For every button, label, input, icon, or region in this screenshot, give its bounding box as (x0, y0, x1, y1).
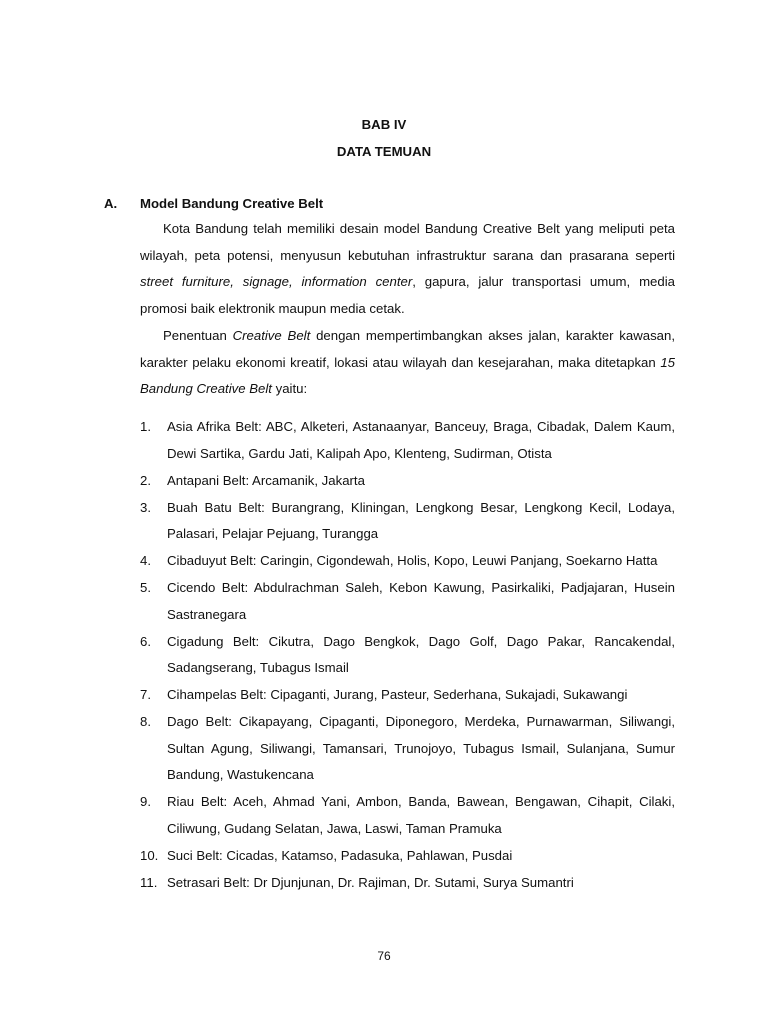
paragraph-determination-part2: dengan mempertimbangkan akses jalan, karakter kawasan, karakter pelaku ekonomi kreatif, lokasi atau wilayah dan kesejarahan, maka ditetapkan (140, 328, 676, 370)
chapter-number: BAB IV (361, 117, 407, 132)
list-item (140, 548, 675, 575)
list-item-text: Buah Batu Belt: Burangrang, Kliningan, Lengkong Besar, Lengkong Kecil, Lodaya, Palasari, Pelajar Pejuang, Turangga (167, 499, 675, 541)
paragraph-intro-part1: Kota Bandung telah memiliki desain model Bandung Creative Belt yang meliputi peta wilayah, peta potensi, menyusun kebutuhan infrastruktur sarana dan prasarana seperti (140, 221, 675, 263)
list-item (140, 682, 675, 709)
list-item-number: 11. (140, 874, 158, 890)
list-item (140, 870, 675, 897)
section-letter: A. (104, 196, 118, 211)
list-item-number: 9. (140, 794, 151, 809)
list-item (140, 629, 675, 682)
list-item-text: Antapani Belt: Arcamanik, Jakarta (167, 472, 365, 488)
list-item (140, 843, 675, 870)
list-item (140, 789, 675, 842)
page-number: 76 (377, 949, 391, 963)
list-item-text: Cigadung Belt: Cikutra, Dago Bengkok, Dago Golf, Dago Pakar, Rancakendal, Sadangserang, Tubagus Ismail (167, 633, 675, 675)
paragraph-intro (140, 216, 675, 322)
list-item-number: 10. (140, 847, 159, 863)
list-item-text: Suci Belt: Cicadas, Katamso, Padasuka, Pahlawan, Pusdai (167, 847, 513, 863)
list-item-number: 2. (140, 472, 151, 488)
list-item-text: Setrasari Belt: Dr Djunjunan, Dr. Rajiman, Dr. Sutami, Surya Sumantri (167, 874, 574, 890)
list-item (140, 575, 675, 628)
list-item (140, 468, 675, 495)
list-item-number: 8. (140, 714, 151, 729)
list-item-text: Dago Belt: Cikapayang, Cipaganti, Diponegoro, Merdeka, Purnawarman, Siliwangi, Sultan Agung, Siliwangi, Tamansari, Trunojoyo, Tubagus Ismail, Sulanjana, Sumur Bandung, Wastukencana (167, 714, 675, 782)
paragraph-intro-italic: street furniture, signage, information center (140, 274, 413, 289)
list-item (140, 495, 675, 548)
list-item-number: 5. (140, 580, 151, 595)
list-item-number: 1. (140, 419, 151, 434)
list-item-text: Cihampelas Belt: Cipaganti, Jurang, Pasteur, Sederhana, Sukajadi, Sukawangi (167, 687, 628, 702)
paragraph-intro-part2: , gapura, jalur transportasi umum, media promosi baik elektronik maupun media cetak. (140, 274, 675, 316)
list-item (140, 709, 675, 789)
list-item-number: 3. (140, 499, 151, 515)
list-item (140, 414, 675, 467)
belt-list (140, 414, 675, 897)
list-item-text: Cicendo Belt: Abdulrachman Saleh, Kebon Kawung, Pasirkaliki, Padjajaran, Husein Sastranegara (167, 580, 675, 622)
paragraph-determination-italic1: Creative Belt (232, 328, 311, 343)
section-title: Model Bandung Creative Belt (140, 196, 324, 211)
paragraph-determination-italic2: 15 Bandung Creative Belt (140, 354, 675, 396)
list-item-text: Cibaduyut Belt: Caringin, Cigondewah, Holis, Kopo, Leuwi Panjang, Soekarno Hatta (167, 553, 658, 568)
paragraph-determination-part1: Penentuan (163, 328, 233, 343)
list-item-text: Riau Belt: Aceh, Ahmad Yani, Ambon, Banda, Bawean, Bengawan, Cihapit, Cilaki, Ciliwung, Gudang Selatan, Jawa, Laswi, Taman Pramuka (167, 794, 675, 836)
chapter-title: DATA TEMUAN (336, 144, 432, 159)
section-heading (104, 196, 323, 211)
list-item-text: Asia Afrika Belt: ABC, Alketeri, Astanaanyar, Banceuy, Braga, Cibadak, Dalem Kaum, Dewi Sartika, Gardu Jati, Kalipah Apo, Klenteng, Sudirman, Otista (167, 419, 675, 461)
paragraph-determination-part3: yaitu: (271, 381, 308, 396)
paragraph-determination (140, 323, 675, 403)
list-item-number: 4. (140, 553, 151, 568)
list-item-number: 7. (140, 687, 151, 702)
list-item-number: 6. (140, 633, 151, 649)
